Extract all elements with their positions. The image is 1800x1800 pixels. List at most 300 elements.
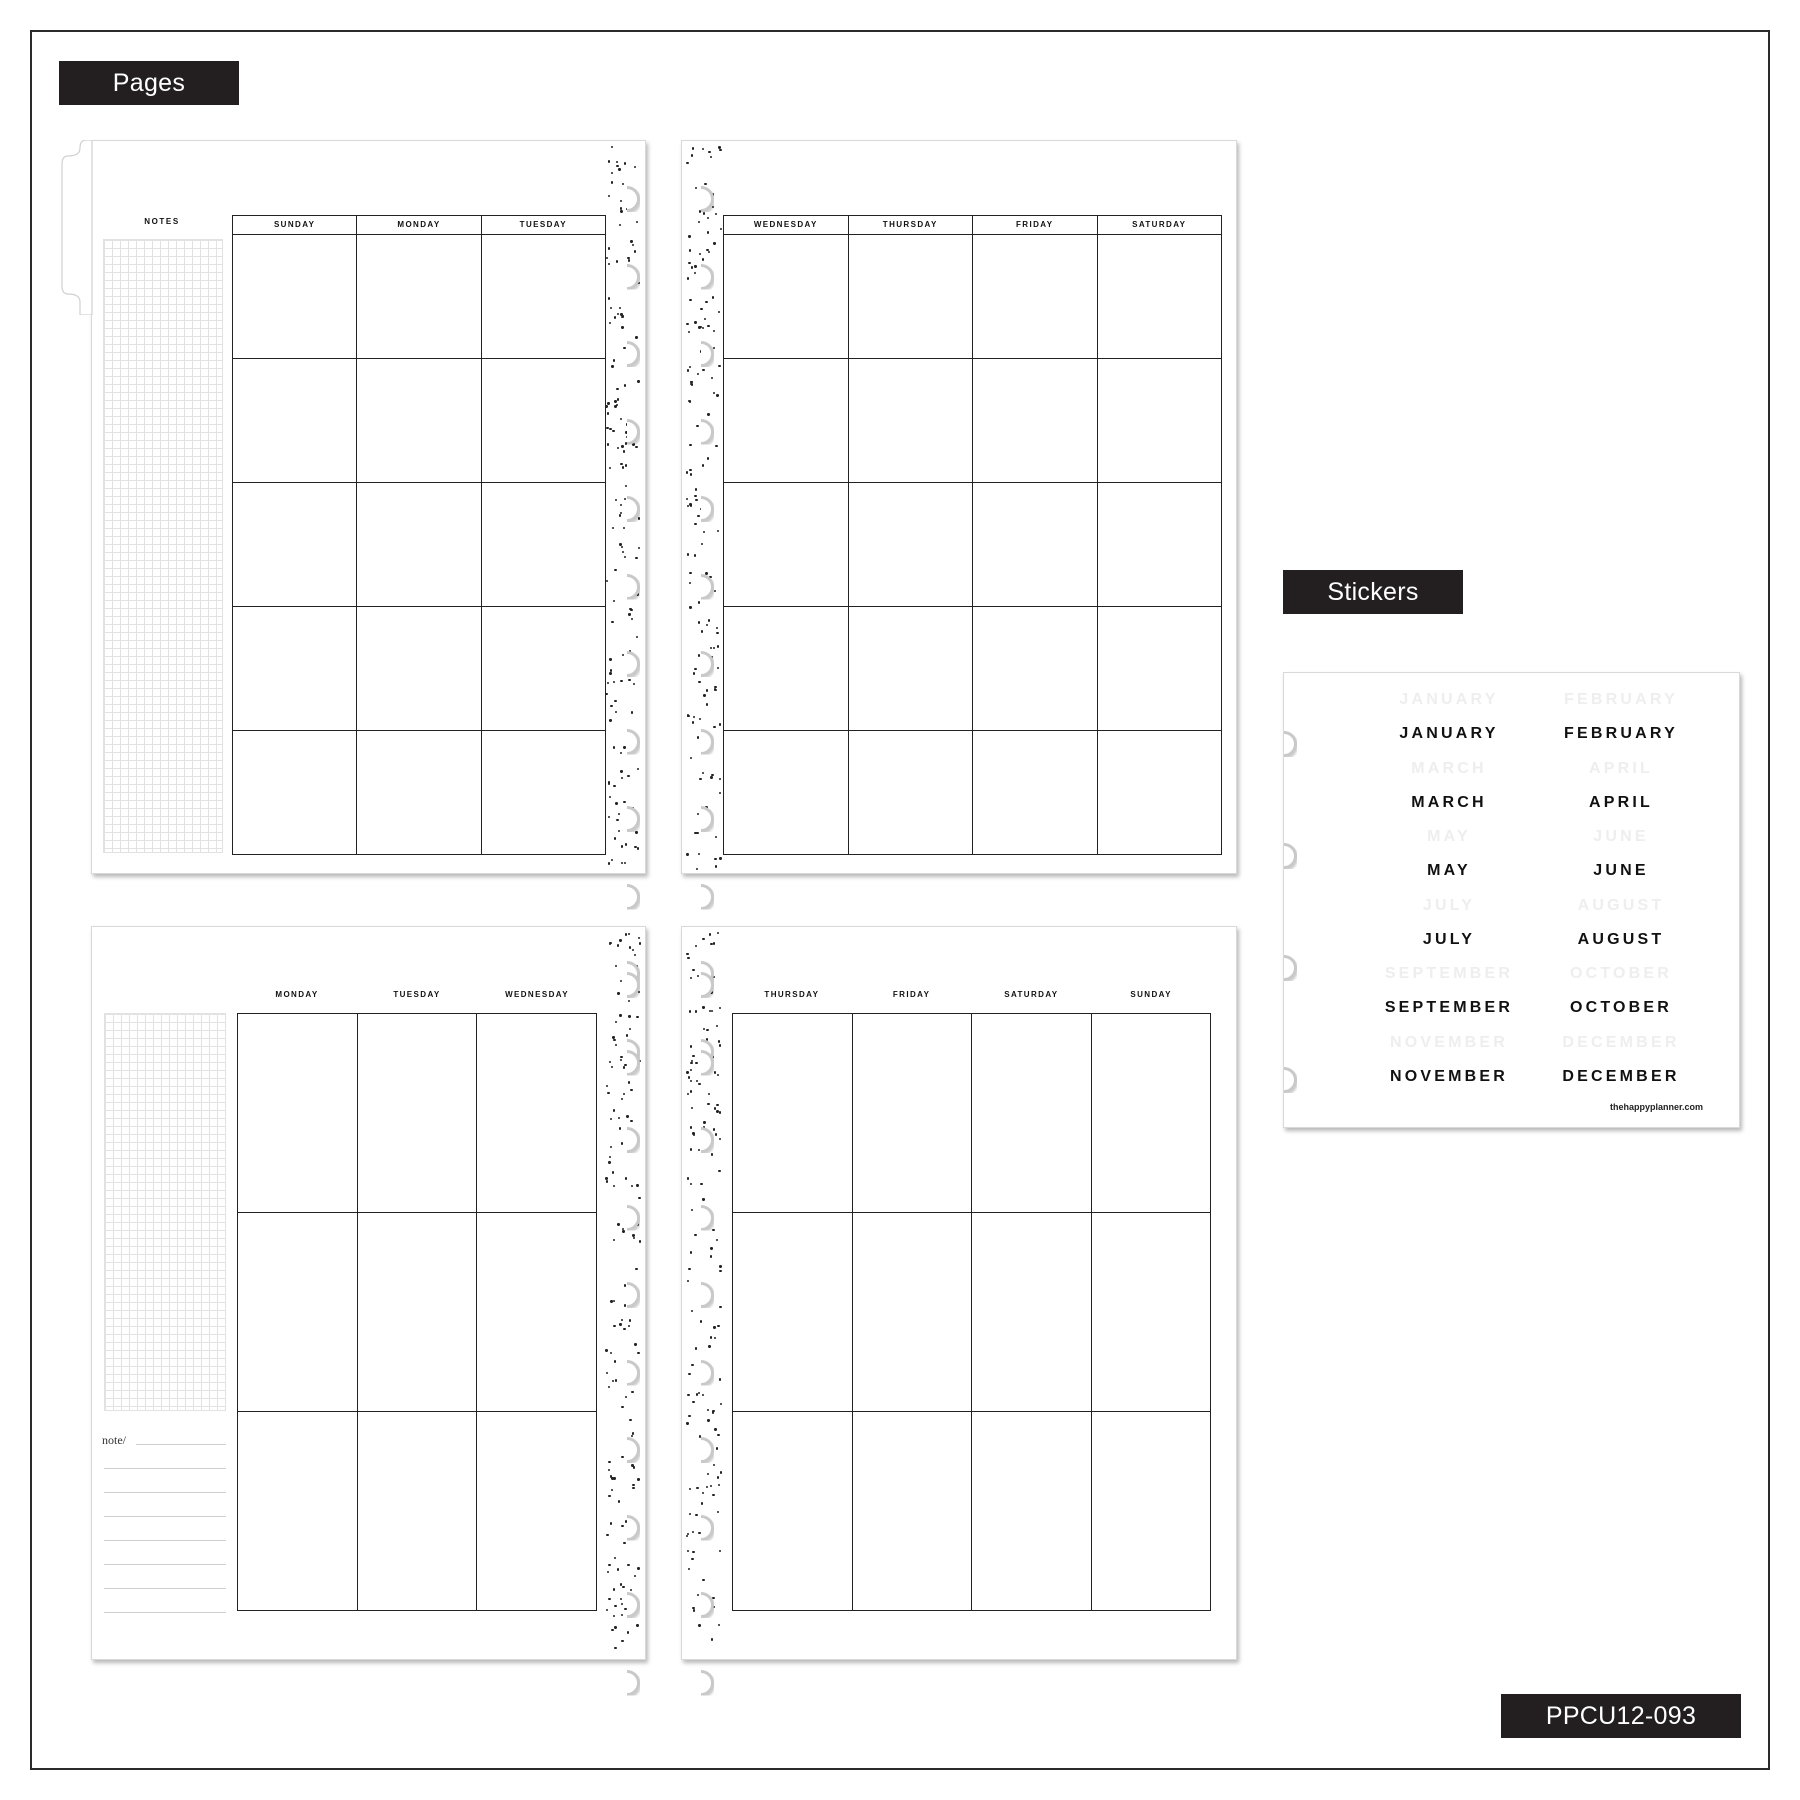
pattern-dot (610, 669, 612, 671)
pattern-dot (629, 608, 631, 610)
pattern-dot (701, 630, 703, 632)
pattern-dot (620, 770, 622, 772)
pattern-dot (621, 1614, 623, 1616)
pattern-dot (609, 428, 611, 430)
pattern-dot (631, 1185, 633, 1187)
pattern-dot (619, 939, 621, 941)
pattern-dot (687, 715, 689, 717)
pattern-dot (688, 331, 690, 333)
pattern-dot (710, 943, 712, 945)
pattern-dot (610, 1352, 612, 1354)
pattern-dot (616, 388, 618, 390)
pattern-dot (623, 801, 625, 803)
note-line (104, 1564, 226, 1565)
pattern-dot (694, 321, 696, 323)
pattern-dot (711, 1638, 713, 1640)
pattern-dot (619, 224, 621, 226)
pattern-dot (689, 444, 691, 446)
pattern-dot (696, 1080, 698, 1082)
pattern-dot (618, 168, 620, 170)
pattern-dot (698, 221, 700, 223)
pattern-dot (623, 527, 625, 529)
pattern-dot (628, 1081, 630, 1083)
pattern-dot (637, 1352, 639, 1354)
day-header: THURSDAY (764, 990, 820, 999)
pattern-dot (708, 251, 710, 253)
pattern-dot (623, 1066, 625, 1068)
pattern-dot (610, 1300, 612, 1302)
sticker-month: JULY (1422, 930, 1476, 948)
sticker-month: APRIL (1589, 793, 1653, 811)
pattern-dot (719, 857, 721, 859)
pattern-dot (609, 1061, 611, 1063)
pattern-dot (691, 1209, 693, 1211)
pattern-dot (693, 716, 695, 718)
sticker-month-ghost: JANUARY (1399, 691, 1499, 708)
day-header: FRIDAY (973, 216, 1098, 234)
pattern-dot (715, 836, 717, 838)
pattern-dot (692, 1401, 694, 1403)
pattern-dot (717, 1476, 719, 1478)
pattern-dot (720, 1403, 722, 1405)
pattern-dot (629, 1319, 631, 1321)
pattern-dot (698, 621, 700, 623)
pattern-dot (617, 447, 619, 449)
pattern-dot (634, 954, 636, 956)
pattern-dot (611, 181, 613, 183)
pattern-dot (615, 965, 617, 967)
pattern-dot (621, 845, 623, 847)
pattern-dot (613, 359, 615, 361)
pattern-dot (608, 1161, 610, 1163)
website-text: thehappyplanner.com (1609, 1102, 1703, 1112)
day-header: FRIDAY (892, 990, 931, 999)
note-label: note/ (102, 1433, 126, 1447)
pattern-dot (689, 400, 691, 402)
pattern-dot (690, 1062, 692, 1064)
pattern-dot (615, 1044, 617, 1046)
pattern-dot (699, 253, 701, 255)
pattern-dot (606, 580, 608, 582)
sticker-month: MARCH (1411, 793, 1487, 811)
pattern-dot (688, 235, 690, 237)
notes-grid (103, 239, 223, 853)
pattern-dot (613, 1325, 615, 1327)
pattern-dot (613, 1300, 615, 1302)
pattern-dot (606, 257, 608, 259)
pattern-dot (713, 1464, 715, 1466)
pattern-dot (687, 957, 689, 959)
pattern-dot (617, 992, 619, 994)
pattern-dot (608, 1461, 610, 1463)
pattern-dot (633, 683, 635, 685)
note-line (104, 1612, 226, 1613)
pattern-dot (715, 865, 717, 867)
pattern-dot (623, 746, 625, 748)
pattern-dot (714, 1071, 716, 1073)
pattern-dot (637, 1478, 639, 1480)
pattern-dot (708, 151, 710, 153)
day-header-row (732, 990, 1211, 1004)
pattern-dot (628, 259, 630, 261)
pattern-dot (706, 1486, 708, 1488)
pattern-dot (695, 1062, 697, 1064)
pattern-dot (703, 1121, 705, 1123)
pattern-dot (686, 1535, 688, 1537)
pattern-dot (719, 1550, 721, 1552)
pattern-dot (687, 1394, 689, 1396)
pattern-dot (606, 1085, 608, 1087)
pattern-dot (624, 1608, 626, 1610)
pattern-dot (718, 365, 720, 367)
pattern-dot (632, 244, 634, 246)
pattern-dot (714, 858, 716, 860)
pattern-dot (624, 556, 626, 558)
pattern-dot (613, 1039, 615, 1041)
pattern-dot (619, 1127, 621, 1129)
pattern-dot (610, 1146, 612, 1148)
pattern-dot (627, 1564, 629, 1566)
pattern-dot (618, 813, 620, 815)
pattern-dot (606, 1534, 608, 1536)
pattern-dot (700, 1320, 702, 1322)
pattern-dot (622, 1230, 624, 1232)
pattern-dot (624, 384, 626, 386)
pattern-dot (706, 1029, 708, 1031)
pattern-dot (686, 498, 688, 500)
pattern-dot (698, 601, 700, 603)
pattern-dot (609, 796, 611, 798)
pattern-dot (623, 347, 625, 349)
pattern-dot (710, 1247, 712, 1249)
pattern-dot (689, 1010, 691, 1012)
pattern-dot (615, 1379, 617, 1381)
day-header: SATURDAY (1132, 220, 1187, 229)
pattern-dot (702, 464, 704, 466)
pattern-dot (719, 1270, 721, 1272)
pattern-dot (690, 1148, 692, 1150)
pattern-dot (702, 938, 704, 940)
pattern-dot (630, 1589, 632, 1591)
pattern-dot (613, 1615, 615, 1617)
pattern-dot (717, 1511, 719, 1513)
pattern-dot (714, 688, 716, 690)
pattern-dot (624, 498, 626, 500)
pattern-dot (687, 1550, 689, 1552)
pattern-dot (622, 183, 624, 185)
pages-label: Pages (59, 61, 239, 105)
pattern-dot (622, 654, 624, 656)
pattern-dot (704, 318, 706, 320)
pattern-dot (610, 1522, 612, 1524)
pattern-dot (713, 1326, 715, 1328)
pattern-dot (694, 668, 696, 670)
pattern-dot (713, 392, 715, 394)
pattern-dot (635, 831, 637, 833)
pattern-dot (716, 1110, 718, 1112)
pattern-dot (625, 1177, 627, 1179)
pattern-dot (621, 1640, 623, 1642)
pattern-dot (621, 1142, 623, 1144)
pattern-dot (629, 1028, 631, 1030)
pattern-dot (620, 418, 622, 420)
pattern-dot (707, 1103, 709, 1105)
pattern-dot (689, 1488, 691, 1490)
pattern-dot (609, 467, 611, 469)
calendar-grid (232, 234, 606, 855)
pattern-dot (714, 1337, 716, 1339)
pattern-dot (624, 862, 626, 864)
pattern-dot (639, 942, 641, 944)
day-header: TUESDAY (519, 220, 567, 229)
pattern-dot (638, 1197, 640, 1199)
pattern-dot (615, 802, 617, 804)
pattern-dot (690, 757, 692, 759)
pattern-dot (691, 154, 693, 156)
pattern-dot (698, 1624, 700, 1626)
pattern-dot (690, 1251, 692, 1253)
pattern-dot (614, 1360, 616, 1362)
day-header: THURSDAY (849, 216, 974, 234)
pattern-dot (690, 1090, 692, 1092)
pattern-dot (613, 1588, 615, 1590)
pattern-dot (609, 719, 611, 721)
pattern-dot (613, 785, 615, 787)
pattern-dot (717, 667, 719, 669)
pattern-dot (720, 1471, 722, 1473)
pattern-dot (718, 1170, 720, 1172)
pattern-dot (692, 1055, 694, 1057)
pattern-dot (630, 240, 632, 242)
notes-title: NOTES (144, 217, 180, 226)
pattern-dot (715, 445, 717, 447)
pattern-dot (689, 572, 691, 574)
sticker-month: OCTOBER (1569, 999, 1673, 1016)
pattern-dot (707, 1419, 709, 1421)
pattern-dot (709, 1010, 711, 1012)
pattern-dot (613, 1109, 615, 1111)
pattern-dot (692, 969, 694, 971)
pattern-dot (613, 600, 615, 602)
pattern-dot (626, 1034, 628, 1036)
pattern-dot (694, 495, 696, 497)
pattern-dot (608, 247, 610, 249)
pattern-dot (686, 471, 688, 473)
pattern-dot (714, 686, 716, 688)
pattern-dot (686, 953, 688, 955)
pattern-dot (608, 1386, 610, 1388)
pattern-dot (618, 1500, 620, 1502)
pattern-dot (621, 1456, 623, 1458)
pattern-dot (717, 645, 719, 647)
notes-grid (104, 1013, 226, 1411)
pattern-dot (702, 1198, 704, 1200)
pattern-dot (627, 775, 629, 777)
pattern-dot (716, 1025, 718, 1027)
pattern-dot (716, 1447, 718, 1449)
monthly-right-page (681, 140, 1237, 874)
pattern-dot (620, 680, 622, 682)
pattern-dot (635, 336, 637, 338)
pattern-dot (614, 1647, 616, 1649)
pattern-dot (635, 557, 637, 559)
pattern-dot (621, 1406, 623, 1408)
pattern-dot (707, 1409, 709, 1411)
pattern-dot (608, 1598, 610, 1600)
pattern-dot (696, 868, 698, 870)
pattern-dot (690, 1126, 692, 1128)
pattern-dot (692, 1132, 694, 1134)
pattern-dot (702, 1006, 704, 1008)
pattern-dot (620, 1598, 622, 1600)
sticker-month: JANUARY (1399, 725, 1499, 742)
pattern-dot (694, 272, 696, 274)
pattern-dot (710, 1255, 712, 1257)
pattern-dot (608, 816, 610, 818)
pattern-dot (614, 405, 616, 407)
pattern-dot (624, 1284, 626, 1286)
pattern-dot (690, 1069, 692, 1071)
pattern-dot (696, 1487, 698, 1489)
sticker-month-ghost: AUGUST (1577, 896, 1665, 914)
pattern-dot (628, 679, 630, 681)
day-header: SATURDAY (1004, 990, 1059, 999)
pattern-dot (625, 464, 627, 466)
pattern-dot (607, 443, 609, 445)
day-header: MONDAY (357, 216, 481, 234)
pattern-dot (692, 1531, 694, 1533)
pattern-dot (702, 1492, 704, 1494)
pattern-dot (713, 1128, 715, 1130)
pattern-dot (616, 165, 618, 167)
pattern-dot (689, 503, 691, 505)
pattern-dot (707, 217, 709, 219)
pattern-dot (623, 1542, 625, 1544)
pattern-dot (611, 621, 613, 623)
pattern-dot (697, 373, 699, 375)
pattern-dot (702, 1579, 704, 1581)
pattern-dot (716, 632, 718, 634)
pattern-dot (686, 1422, 688, 1424)
day-header: SUNDAY (233, 216, 357, 234)
pattern-dot (611, 1629, 613, 1631)
pattern-dot (638, 547, 640, 549)
pattern-dot (637, 380, 639, 382)
pattern-dot (707, 413, 709, 415)
stickers-label: Stickers (1283, 570, 1463, 614)
pattern-dot (632, 1487, 634, 1489)
pattern-dot (626, 1115, 628, 1117)
pattern-dot (692, 147, 694, 149)
pattern-dot (693, 1609, 695, 1611)
pattern-dot (719, 149, 721, 151)
pattern-dot (622, 1586, 624, 1588)
pattern-dot (636, 1184, 638, 1186)
pattern-dot (710, 1336, 712, 1338)
pattern-dot (705, 301, 707, 303)
pattern-dot (686, 323, 688, 325)
pattern-dot (690, 1045, 692, 1047)
pattern-dot (698, 654, 700, 656)
pattern-dot (607, 1571, 609, 1573)
pattern-dot (719, 792, 721, 794)
pattern-dot (621, 1098, 623, 1100)
pattern-dot (688, 1415, 690, 1417)
pattern-dot (713, 726, 715, 728)
pattern-dot (631, 1435, 633, 1437)
pattern-dot (686, 1071, 688, 1073)
pattern-dot (635, 446, 637, 448)
pattern-dot (619, 1323, 621, 1325)
pattern-dot (690, 1080, 692, 1082)
pattern-dot (698, 681, 700, 683)
sticker-month-ghost: FEBRUARY (1564, 691, 1678, 708)
pattern-dot (720, 228, 722, 230)
pattern-dot (702, 148, 704, 150)
pattern-dot (612, 430, 614, 432)
pattern-dot (608, 297, 610, 299)
pattern-dot (628, 933, 630, 935)
pattern-dot (606, 1180, 608, 1182)
pattern-dot (639, 1240, 641, 1242)
pattern-dot (621, 1525, 623, 1527)
pattern-dot (702, 772, 704, 774)
calendar-grid (732, 1013, 1211, 1611)
pattern-dot (692, 1551, 694, 1553)
pattern-dot (702, 369, 704, 371)
pattern-dot (620, 210, 622, 212)
pattern-dot (607, 682, 609, 684)
pattern-dot (710, 156, 712, 158)
day-header: MONDAY (275, 990, 319, 999)
pattern-dot (690, 977, 692, 979)
pattern-dot (703, 531, 705, 533)
day-header-row (237, 990, 597, 1004)
pattern-dot (606, 1372, 608, 1374)
pattern-dot (709, 933, 711, 935)
sticker-month-ghost: JULY (1422, 896, 1476, 914)
pattern-dot (634, 1575, 636, 1577)
pattern-dot (690, 1183, 692, 1185)
pattern-dot (638, 937, 640, 939)
pattern-dot (629, 946, 631, 948)
pattern-dot (619, 307, 621, 309)
pattern-dot (631, 711, 633, 713)
pattern-dot (690, 381, 692, 383)
sticker-month: MAY (1427, 862, 1471, 879)
pattern-dot (686, 853, 688, 855)
pattern-dot (633, 1466, 635, 1468)
sticker-month-ghost: SEPTEMBER (1384, 965, 1514, 982)
note-line (104, 1588, 226, 1589)
pattern-dot (713, 242, 715, 244)
pattern-dot (694, 265, 696, 267)
pattern-dot (708, 619, 710, 621)
pattern-dot (627, 257, 629, 259)
pattern-dot (703, 212, 705, 214)
pattern-dot (695, 1010, 697, 1012)
day-header-row (723, 215, 1222, 235)
pattern-dot (715, 213, 717, 215)
pattern-dot (619, 514, 621, 516)
pattern-dot (620, 463, 622, 465)
pattern-dot (713, 330, 715, 332)
pattern-dot (695, 945, 697, 947)
pattern-dot (609, 322, 611, 324)
pattern-dot (617, 944, 619, 946)
pattern-dot (701, 1502, 703, 1504)
pattern-dot (698, 853, 700, 855)
